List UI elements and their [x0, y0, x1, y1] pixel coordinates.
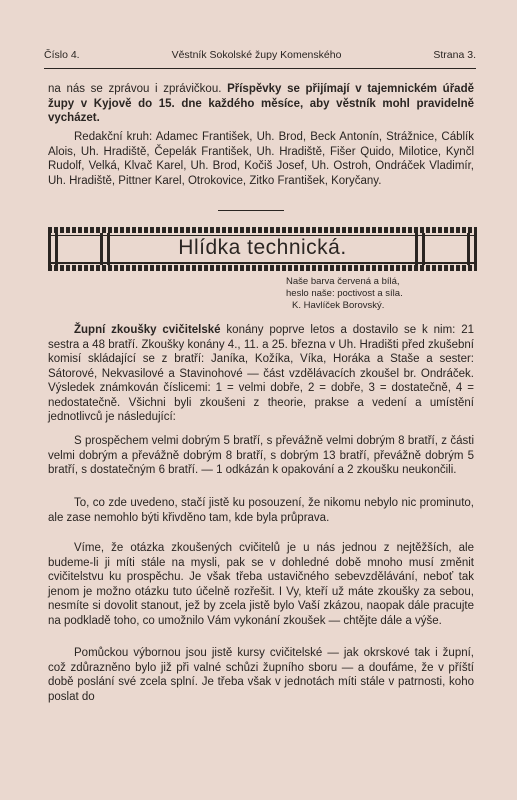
banner-frame-top [48, 227, 477, 233]
motto-author: K. Havlíček Borovský. [292, 300, 385, 311]
editorial-board: Redakční kruh: Adamec František, Uh. Brod, Beck Antonín, Strážnice, Cáblík Alois, Uh. Hradiště, Čepelák František, Uh. Hradiště, Fišer Quido, Milotice, Kynčl Rudolf, Velká, Klvač Karel, Uh. Brod, Kočiš Josef, Uh. Ostroh, Ondráček Vladimír, Uh. Hradiště, Pittner Karel, Otrokovice, Zitko František, Koryčany. [48, 131, 474, 187]
header-rule [44, 68, 476, 69]
banner-frame-bottom [48, 265, 477, 271]
motto-line-2: heslo naše: poctivost a síla. [286, 288, 403, 299]
section-title: Hlídka technická. [178, 236, 347, 259]
intro-paragraph [48, 82, 474, 126]
motto-line-1: Naše barva červená a bílá, [286, 276, 400, 287]
article-paragraph-2: S prospěchem velmi dobrým 5 bratří, s převážně velmi dobrým 8 bratří, z části velmi dobrým a převážně dobrým 8 bratří, s dobrým 13 bratří, převážně dobrým 5 bratří, s dostatečným 6 bratří. — 1 odkázán k opakování a 2 zkoušku neukončili. [48, 435, 474, 476]
intro-bold-text: Příspěvky se přijímají v tajemnickém úřadě župy v Kyjově do 15. dne každého měsíce, aby věstník mohl pravidelně vycházet. [48, 83, 475, 124]
article-paragraph-1 [48, 323, 474, 425]
article-paragraph-4: Víme, že otázka zkoušených cvičitelů je u nás jednou z nejtěžších, ale budeme-li ji míti stále na mysli, pak se v dohledné době mnoho musí změnit cvičitelstvu ku prospěchu. Je však třeba ustavičného sebevzdělávání, neboť tak jenom je možno otázku tuto účelně rozřešit. I Vy, kteří už máte zkoušky za sebou, nesmíte si dovolit stanout, jež by zcela jistě bylo Vaší zkázou, naopak dále pracujte na podkladě toho, co umožnilo Vám vykonání zkoušek — chtějte dále a výše. [48, 542, 474, 627]
page-number: Strana 3. [433, 49, 476, 61]
page-header [44, 44, 476, 66]
intro-text: na nás se zprávou i zprávičkou. [48, 83, 228, 95]
article-paragraph-3: To, co zde uvedeno, stačí jistě ku posouzení, že nikomu nebylo nic prominuto, ale zase nemohlo býti křivděno tam, kde byla průprava. [48, 497, 474, 524]
section-divider [218, 210, 284, 211]
article-paragraph-5: Pomůckou výbornou jsou jistě kursy cvičitelské — jak okrskové tak i župní, což zdůrazněno bylo již při valné schůzi župního sboru — a doufáme, že v příští době poslání své zcela splní. Je třeba však v jednotách míti stále v patrnosti, koho poslat do [48, 647, 474, 703]
motto [286, 276, 476, 312]
article-p1-text: konány poprve letos a dostavilo se k nim: 21 sestra a 48 bratří. Zkoušky konány 4., 11. a 25. března v Uh. Hradišti před zkušební komisí skládající se z bratří: Janíka, Kožíka, Víka, Horáka a Staše a sester: Sátorové, Nekvasilové a Stavinohové — část vzdělávacích zkoušel br. Ondráček. Výsledek známkován číslicemi: 1 = velmi dobře, 2 = dobře, 3 = dostatečně, 4 = nedostatečně. Všichni byli zkoušeni z theorie, prakse a vedení a umístění jednotlivců je následující: [48, 324, 474, 423]
banner-post-right-inner [415, 233, 425, 265]
periodical-title: Věstník Sokolské župy Komenského [171, 49, 342, 61]
issue-number: Číslo 4. [44, 49, 80, 61]
section-banner [48, 227, 477, 271]
article-heading: Župní zkoušky cvičitelské [74, 324, 221, 336]
banner-post-right-outer [467, 233, 477, 265]
